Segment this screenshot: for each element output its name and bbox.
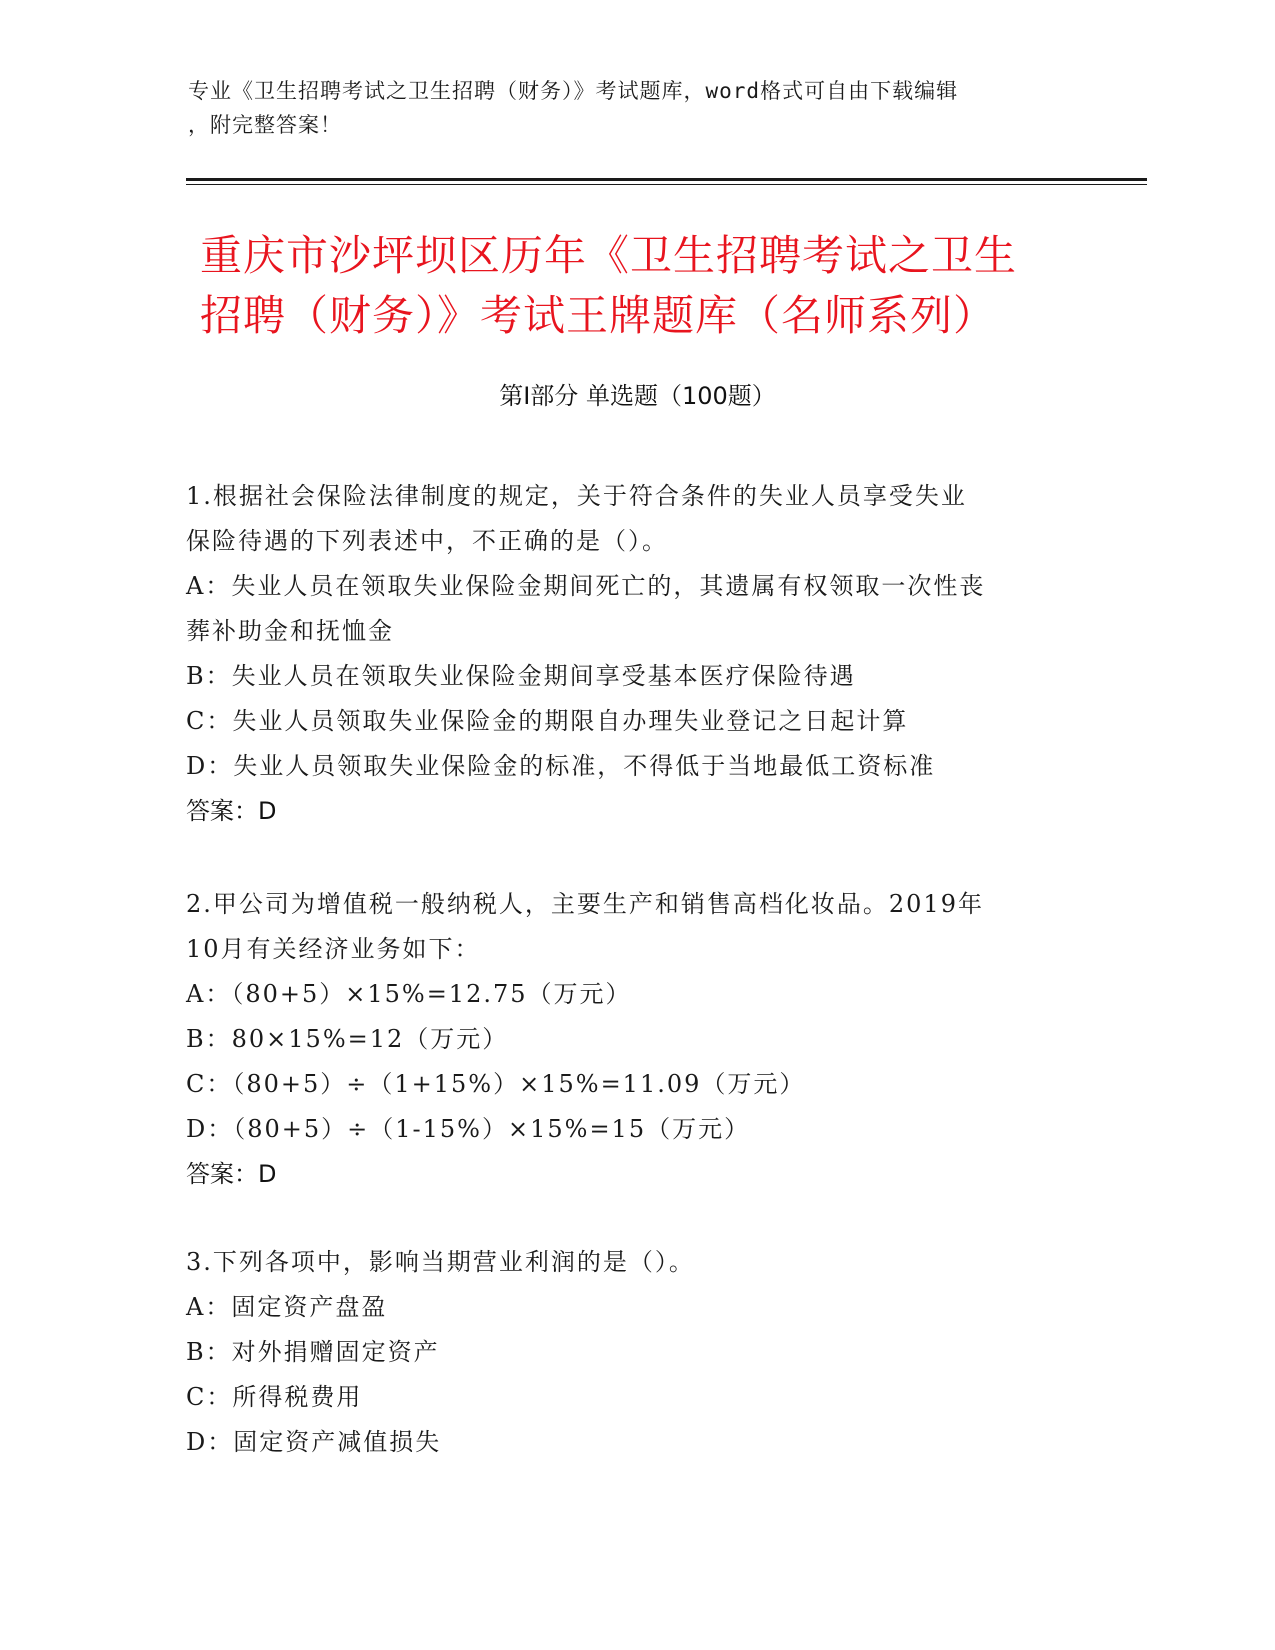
- option-b: B：80×15%=12（万元）: [186, 1025, 509, 1053]
- option-c: C：失业人员领取失业保险金的期限自办理失业登记之日起计算: [186, 707, 909, 735]
- intro-line-2: ，附完整答案！: [188, 113, 342, 137]
- option-a: A：（80+5）×15%=12.75（万元）: [186, 980, 632, 1008]
- answer-label: 答案：D: [186, 1160, 277, 1188]
- document-title-line-1: 重庆市沙坪坝区历年《卫生招聘考试之卫生: [200, 231, 1018, 280]
- question-stem-line: 2.甲公司为增值税一般纳税人，主要生产和销售高档化妆品。2019年: [186, 890, 984, 918]
- intro-text: [188, 74, 1068, 142]
- question-stem-line: 10月有关经济业务如下：: [186, 935, 481, 963]
- option-a: A：固定资产盘盈: [186, 1293, 388, 1321]
- option-d: D：固定资产减值损失: [186, 1428, 442, 1456]
- document-title-line-2: 招聘（财务）》考试王牌题库（名师系列）: [200, 291, 997, 340]
- option-d: D：失业人员领取失业保险金的标准，不得低于当地最低工资标准: [186, 752, 936, 780]
- question-stem-line: 1.根据社会保险法律制度的规定，关于符合条件的失业人员享受失业: [186, 482, 967, 510]
- option-d: D：（80+5）÷（1-15%）×15%=15（万元）: [186, 1115, 751, 1143]
- question-2: [186, 882, 1086, 1197]
- answer-label: 答案：D: [186, 797, 277, 825]
- question-stem-line: 3.下列各项中，影响当期营业利润的是（）。: [186, 1248, 695, 1276]
- question-stem-line: 保险待遇的下列表述中，不正确的是（）。: [186, 527, 668, 555]
- intro-line-1: 专业《卫生招聘考试之卫生招聘（财务）》考试题库，word格式可自由下载编辑: [188, 79, 959, 103]
- header-divider-thick: [186, 178, 1147, 181]
- option-b: B：失业人员在领取失业保险金期间享受基本医疗保险待遇: [186, 662, 856, 690]
- header-divider-thin: [186, 184, 1147, 185]
- section-heading: 第Ⅰ部分 单选题（100题）: [499, 382, 776, 410]
- option-c: C：（80+5）÷（1+15%）×15%=11.09（万元）: [186, 1070, 806, 1098]
- option-a-continued: 葬补助金和抚恤金: [186, 617, 394, 645]
- document-title: [200, 226, 1080, 346]
- question-1: [186, 474, 1086, 834]
- option-a: A：失业人员在领取失业保险金期间死亡的，其遗属有权领取一次性丧: [186, 572, 986, 600]
- question-3: [186, 1240, 1086, 1465]
- option-b: B：对外捐赠固定资产: [186, 1338, 440, 1366]
- option-c: C：所得税费用: [186, 1383, 363, 1411]
